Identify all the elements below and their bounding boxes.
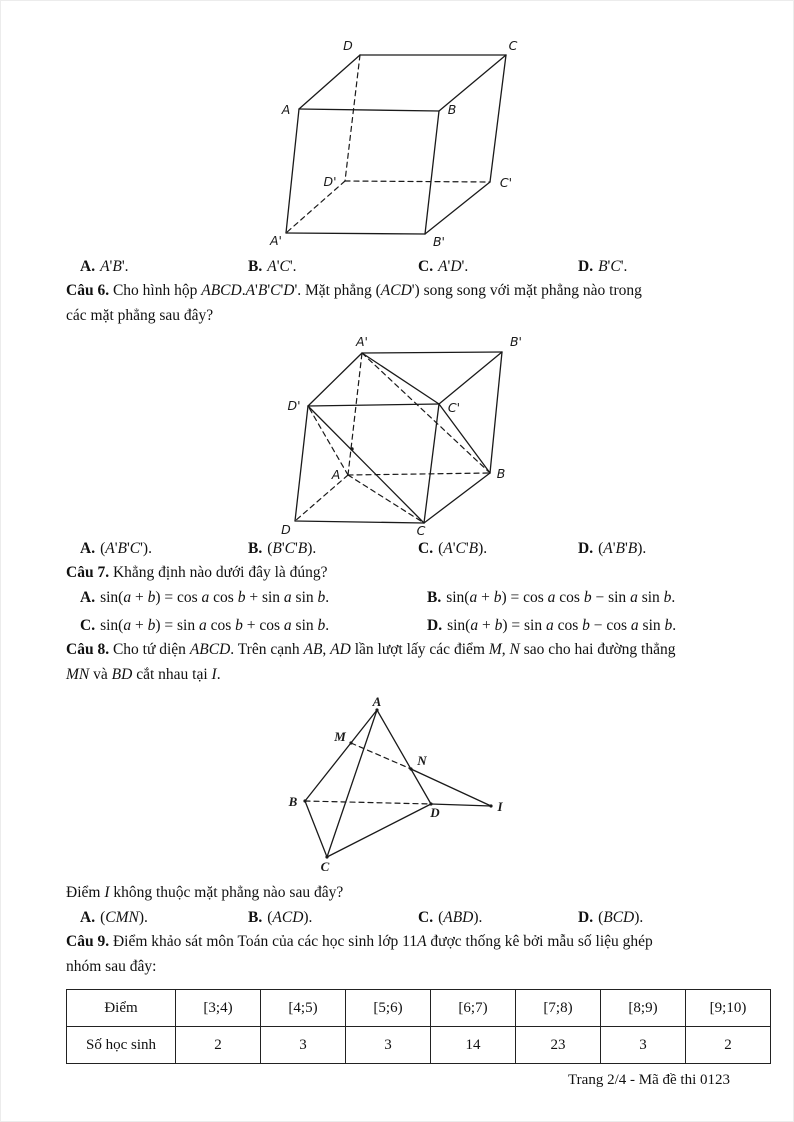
edge-BBp [425, 111, 439, 234]
option-text: (ACD). [267, 909, 313, 926]
edge-AD [299, 55, 360, 109]
edge-AAp [348, 353, 362, 475]
option-text: A'D'. [438, 258, 469, 275]
edge-BpCp [439, 352, 502, 404]
vertex-label-B: B [288, 794, 298, 809]
point-M [349, 741, 352, 744]
q8-stem-line1: Câu 8. Cho tứ diện ABCD. Trên cạnh AB, AD lần lượt lấy các điểm M, N sao cho hai đường thẳng [66, 641, 676, 658]
option-text: (A'C'B). [438, 540, 488, 557]
edge-DC [295, 521, 424, 523]
option-letter: D. [578, 909, 594, 926]
point-N [409, 767, 412, 770]
vertex-label-D: D [281, 522, 291, 537]
edge-CpDp [308, 404, 439, 406]
option-text: sin(a + b) = cos a cos b + sin a sin b. [100, 589, 330, 606]
header-cell: [9;10) [686, 990, 771, 1027]
option-text: (B'C'B). [267, 540, 317, 557]
edge-ApBp [286, 233, 425, 234]
q8-option-b [248, 909, 312, 927]
option-letter: D. [578, 258, 594, 275]
q7-option-b [427, 589, 675, 607]
q8-stem-line2: MN và BD cắt nhau tại I. [66, 666, 221, 683]
vertex-label-Dp: D' [287, 398, 301, 413]
q8-subquestion: Điểm I không thuộc mặt phẳng nào sau đây? [66, 884, 344, 901]
edge-BD [305, 801, 431, 804]
option-letter: A. [80, 589, 96, 606]
q7-stem: Câu 7. Khẳng định nào dưới đây là đúng? [66, 564, 328, 581]
q5-option-b [248, 258, 297, 276]
q7-option-d [427, 617, 676, 635]
edge-DpCp [345, 181, 490, 182]
vertex-label-C: C [508, 38, 518, 53]
vertex-label-D: D [430, 805, 440, 820]
q6-option-c [418, 540, 487, 558]
edge-AB [299, 109, 439, 111]
header-cell: [5;6) [346, 990, 431, 1027]
q6-stem-line2: các mặt phẳng sau đây? [66, 307, 214, 324]
value-cell: 3 [261, 1027, 346, 1064]
vertex-label-Ap: A' [356, 334, 368, 349]
vertex-label-B: B [496, 466, 506, 481]
edge-DI [431, 804, 491, 806]
page-footer: Trang 2/4 - Mã đề thi 0123 [568, 1072, 730, 1088]
score-frequency-table [66, 989, 771, 1064]
vertex-label-Cp: C' [499, 175, 513, 190]
option-letter: D. [578, 540, 594, 557]
q5-option-c [418, 258, 468, 276]
q8-option-a [80, 909, 148, 927]
figure-tetrahedron-q8 [285, 694, 505, 878]
q6-option-d [578, 540, 646, 558]
vertex-label-Bp: B' [432, 234, 446, 249]
value-cell: 14 [431, 1027, 516, 1064]
edge-CCp [424, 404, 439, 523]
edge-CCp [490, 55, 506, 182]
option-letter: C. [418, 909, 434, 926]
option-letter: C. [418, 258, 434, 275]
edge-BC [305, 801, 327, 857]
q9-stem-line2: nhóm sau đây: [66, 958, 157, 975]
diag-AC [348, 475, 424, 523]
figure-parallelepiped-q5 [268, 28, 528, 254]
option-text: (CMN). [100, 909, 148, 926]
option-letter: D. [427, 617, 443, 634]
option-letter: B. [427, 589, 442, 606]
header-cell-diem: Điểm [67, 990, 176, 1027]
intersection-dot [350, 447, 353, 450]
edge-DDp [295, 406, 308, 521]
vertex-label-A: A [331, 467, 341, 482]
option-letter: C. [80, 617, 96, 634]
option-text: (ABD). [438, 909, 483, 926]
option-text: sin(a + b) = sin a cos b + cos a sin b. [100, 617, 330, 634]
vertex-label-Ap: A' [270, 233, 282, 248]
edge-BpCp [425, 182, 490, 234]
option-letter: B. [248, 258, 263, 275]
option-letter: A. [80, 909, 96, 926]
header-cell: [7;8) [516, 990, 601, 1027]
diag-CpB [439, 404, 490, 473]
vertex-label-I: I [497, 799, 503, 814]
q7-options-row-2 [0, 617, 794, 641]
edge-BBp [490, 352, 502, 473]
option-text: B'C'. [598, 258, 628, 275]
edge-CB [424, 473, 490, 523]
vertex-label-D: D [343, 38, 353, 53]
row-label-cell: Số học sinh [67, 1027, 176, 1064]
value-cell: 2 [176, 1027, 261, 1064]
diag-ApCp [362, 353, 439, 404]
value-cell: 3 [601, 1027, 686, 1064]
option-text: (A'B'C'). [100, 540, 152, 557]
q8-option-c [418, 909, 482, 927]
point-B [303, 799, 306, 802]
edge-MN [351, 743, 411, 769]
option-letter: A. [80, 540, 96, 557]
vertex-label-Dp: D' [323, 174, 337, 189]
header-cell: [4;5) [261, 990, 346, 1027]
value-cell: 2 [686, 1027, 771, 1064]
q7-option-c [80, 617, 329, 635]
q5-option-a [80, 258, 128, 276]
option-text: sin(a + b) = sin a cos b − cos a sin b. [447, 617, 677, 634]
q6-stem-line1: Câu 6. Cho hình hộp ABCD.A'B'C'D'. Mặt phẳng (ACD') song song với mặt phẳng nào trong [66, 282, 642, 299]
edge-NI [411, 769, 491, 806]
vertex-label-C: C [416, 523, 426, 538]
vertex-label-C: C [320, 859, 330, 874]
value-cell: 23 [516, 1027, 601, 1064]
header-cell: [6;7) [431, 990, 516, 1027]
q9-stem-line1: Câu 9. Điểm khảo sát môn Toán của các học sinh lớp 11A được thống kê bởi mẫu số liệu ghép [66, 933, 653, 950]
edge-DDp [345, 55, 360, 181]
q7-options-row-1 [0, 589, 794, 613]
q7-option-a [80, 589, 329, 607]
q8-options-row [0, 909, 794, 933]
vertex-label-Bp: B' [509, 334, 523, 349]
vertex-label-A: A [281, 102, 291, 117]
option-text: (BCD). [598, 909, 644, 926]
q6-options-row [0, 540, 794, 564]
figure-cube-q6 [280, 335, 530, 537]
option-letter: C. [418, 540, 434, 557]
point-I [489, 804, 492, 807]
option-text: sin(a + b) = cos a cos b − sin a sin b. [446, 589, 676, 606]
header-cell: [8;9) [601, 990, 686, 1027]
option-letter: B. [248, 909, 263, 926]
option-text: A'B'. [100, 258, 129, 275]
diag-DpC [308, 406, 424, 523]
option-text: A'C'. [267, 258, 297, 275]
value-cell: 3 [346, 1027, 431, 1064]
vertex-label-Cp: C' [447, 400, 461, 415]
q6-option-a [80, 540, 152, 558]
edge-AB [305, 710, 377, 801]
header-cell: [3;4) [176, 990, 261, 1027]
q5-options-row [0, 258, 794, 282]
edge-AAp [286, 109, 299, 233]
option-text: (A'B'B). [598, 540, 647, 557]
vertex-label-N: N [417, 753, 427, 768]
diag-ApB [362, 353, 490, 473]
q5-option-d [578, 258, 627, 276]
vertex-label-M: M [334, 729, 346, 744]
vertex-label-A: A [372, 694, 382, 709]
edge-AB [348, 473, 490, 475]
vertex-label-B: B [447, 102, 457, 117]
edge-ApBp [362, 352, 502, 353]
table-value-row [67, 1027, 771, 1064]
q8-option-d [578, 909, 643, 927]
q6-option-b [248, 540, 316, 558]
option-letter: A. [80, 258, 96, 275]
table-header-row [67, 990, 771, 1027]
option-letter: B. [248, 540, 263, 557]
edge-DpAp [308, 353, 362, 406]
